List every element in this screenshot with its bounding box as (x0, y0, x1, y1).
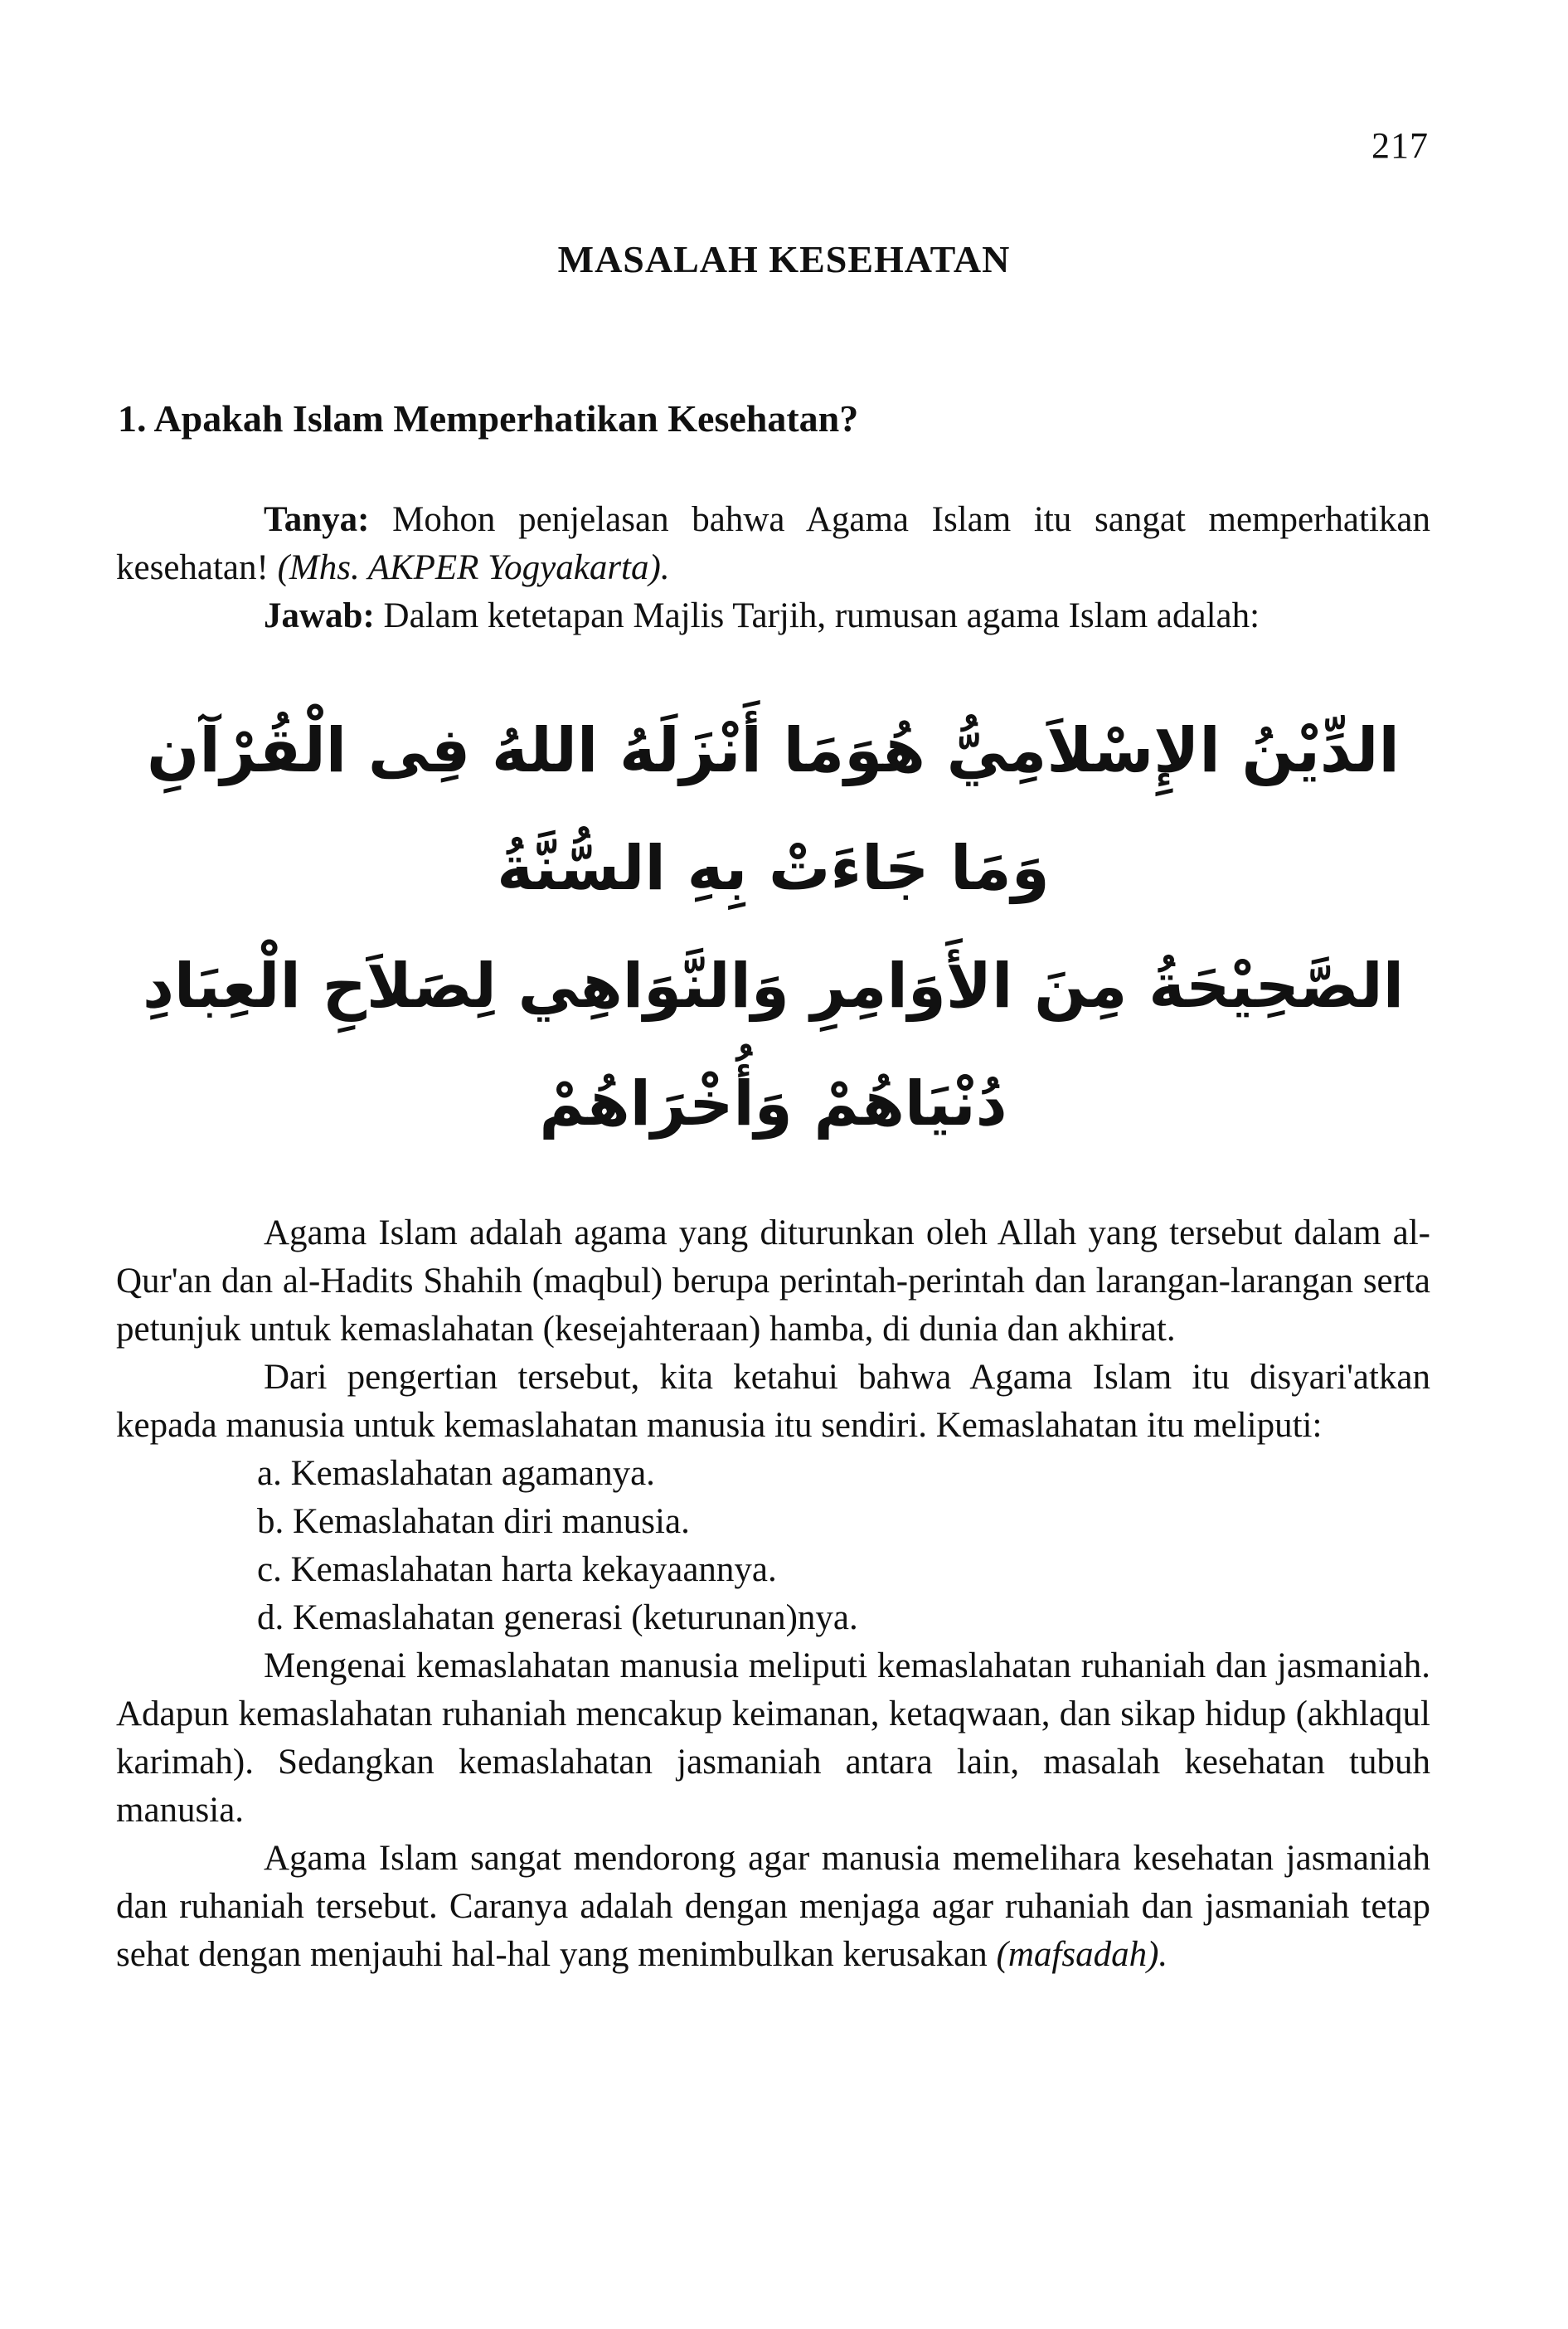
arabic-line-2: الصَّحِيْحَةُ مِنَ الأَوَامِرِ وَالنَّوَاهِي لِصَلاَحِ الْعِبَادِ دُنْيَاهُمْ وَأُخْرَاهُمْ (142, 951, 1405, 1140)
list-item: a. Kemaslahatan agamanya. (257, 1454, 655, 1493)
chapter-title: MASALAH KESEHATAN (557, 238, 1011, 280)
question-label: Tanya: (264, 500, 370, 539)
answer-text: Dalam ketetapan Majlis Tarjih, rumusan agama Islam adalah: (374, 596, 1260, 635)
answer-label: Jawab: (264, 596, 375, 635)
list-item: c. Kemaslahatan harta kekayaannya. (257, 1550, 777, 1589)
question-text: Mohon penjelasan bahwa Agama Islam itu sangat memperhatikan kesehatan! (116, 500, 1430, 587)
answer-paragraph (116, 592, 1430, 640)
question-paragraph (116, 496, 1430, 592)
body-text (116, 496, 1430, 1979)
arabic-quote (116, 692, 1430, 1163)
paragraph-definition: Agama Islam adalah agama yang diturunkan oleh Allah yang tersebut dalam al-Qur'an dan al-Hadits Shahih (maqbul) berupa perintah-perintah dan larangan-larangan serta petunjuk untuk kemaslahatan (kesejahteraan) hamba, di dunia dan akhirat. (116, 1213, 1430, 1349)
section-heading: 1. Apakah Islam Memperhatikan Kesehatan? (118, 397, 859, 440)
mafsadah-term: (mafsadah). (996, 1935, 1168, 1974)
encouragement-text: Agama Islam sangat mendorong agar manusia memelihara kesehatan jasmaniah dan ruhaniah tersebut. Caranya adalah dengan menjaga agar ruhaniah dan jasmaniah tetap sehat dengan menjauhi hal-hal yang menimbulkan kerusakan (116, 1839, 1430, 1974)
page-number: 217 (1371, 125, 1429, 166)
paragraph-understanding: Dari pengertian tersebut, kita ketahui bahwa Agama Islam itu disyari'atkan kepada manusia untuk kemaslahatan manusia itu sendiri. Kemaslahatan itu meliputi: (116, 1358, 1430, 1445)
benefits-list (116, 1450, 1430, 1642)
list-item: b. Kemaslahatan diri manusia. (257, 1502, 690, 1541)
paragraph-spiritual-physical: Mengenai kemaslahatan manusia meliputi kemaslahatan ruhaniah dan jasmaniah. Adapun kemaslahatan ruhaniah mencakup keimanan, ketaqwaan, dan sikap hidup (akhlaqul karimah). Sedangkan kemaslahatan jasmaniah antara lain, masalah kesehatan tubuh manusia. (116, 1646, 1430, 1830)
arabic-line-1: الدِّيْنُ الإِسْلاَمِيُّ هُوَمَا أَنْزَلَهُ اللهُ فِى الْقُرْآنِ وَمَا جَاءَتْ بِهِ السُّنَّةُ (147, 715, 1400, 904)
question-source: (Mhs. AKPER Yogyakarta). (277, 548, 670, 587)
list-item: d. Kemaslahatan generasi (keturunan)nya. (257, 1598, 858, 1637)
paragraph-encouragement (116, 1835, 1430, 1979)
